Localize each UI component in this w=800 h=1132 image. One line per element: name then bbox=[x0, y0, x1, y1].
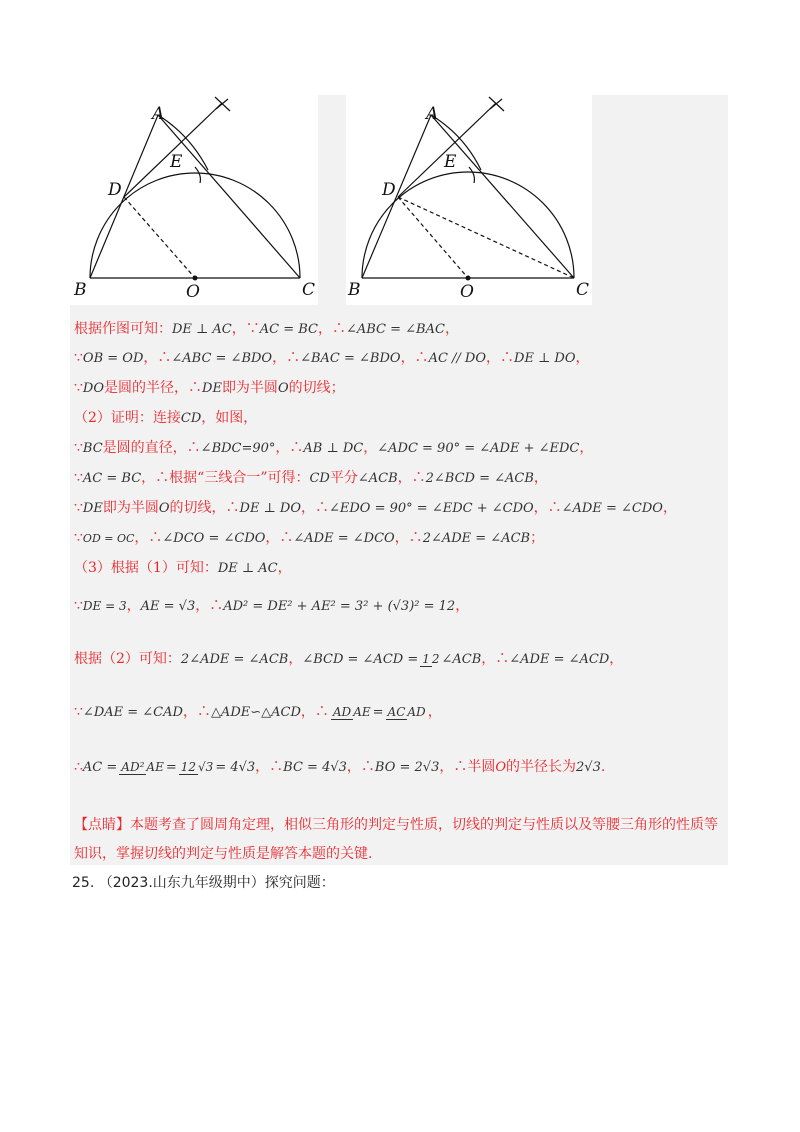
label-B: B bbox=[74, 280, 87, 300]
label-E: E bbox=[170, 152, 183, 172]
fraction-ad2-ae: AD² AE bbox=[121, 759, 164, 774]
fraction-ad-ae: AD AE bbox=[332, 704, 371, 719]
tangent-line bbox=[398, 103, 496, 197]
comment-line-2: 知识，掌握切线的判定与性质是解答本题的关键. bbox=[74, 846, 373, 862]
dashed-do bbox=[124, 197, 195, 278]
comment-line-1: 【点睛】本题考查了圆周角定理，相似三角形的判定与性质，切线的判定与性质以及等腰三角形的性质等 bbox=[74, 817, 718, 833]
figure-1-svg bbox=[70, 95, 318, 305]
dashed-do bbox=[398, 197, 468, 278]
solution-line-1: 根据作图可知：DE ⊥ AC，∵AC = BC，∴∠ABC = ∠BAC， bbox=[74, 321, 459, 337]
solution-line-8: ∵OD = OC，∴∠DCO = ∠CDO，∴∠ADE = ∠DCO，∴2∠ADE = ∠ACB； bbox=[74, 530, 545, 546]
fraction-ac-ad: AC AD bbox=[387, 704, 426, 719]
construction-arc-2 bbox=[195, 167, 200, 183]
solution-line-3: ∵DO是圆的半径，∴DE即为半圆O的切线； bbox=[74, 380, 345, 396]
question-25-heading: 25. （2023.山东九年级期中）探究问题： bbox=[72, 875, 335, 891]
label-D: D bbox=[108, 180, 122, 200]
label-D: D bbox=[382, 180, 396, 200]
solution-line-10: ∵DE = 3，AE = √3，∴AD² = DE² + AE² = 3² + (√3)² = 12， bbox=[74, 598, 470, 614]
label-E: E bbox=[444, 152, 457, 172]
solution-line-12: ∵∠DAE = ∠CAD，∴△ADE∽△ACD，∴ AD AE = AC AD ， bbox=[74, 704, 442, 720]
figure-2-svg bbox=[346, 95, 592, 305]
dashed-dc bbox=[398, 197, 574, 278]
solution-line-2: ∵OB = OD，∴∠ABC = ∠BDO，∴∠BAC = ∠BDO，∴AC // DO，∴DE ⊥ DO， bbox=[74, 350, 590, 366]
tangent-line bbox=[124, 103, 222, 197]
solution-line-5: ∵BC是圆的直径，∴∠BDC=90°，∴AB ⊥ DC，∠ADC = 90° = ∠ADE + ∠EDC， bbox=[74, 440, 594, 456]
side-ab bbox=[362, 115, 431, 278]
solution-line-4: （2）证明：连接CD，如图， bbox=[74, 410, 258, 426]
label-O: O bbox=[186, 282, 200, 302]
fraction-one-half: 1 2 bbox=[422, 651, 440, 666]
label-B: B bbox=[348, 280, 361, 300]
label-A: A bbox=[426, 104, 439, 124]
side-ac bbox=[158, 115, 300, 278]
solution-line-7: ∵DE即为半圆O的切线，∴DE ⊥ DO，∴∠EDO = 90° = ∠EDC + ∠CDO，∴∠ADE = ∠CDO， bbox=[74, 500, 677, 516]
label-C: C bbox=[576, 280, 590, 300]
label-A: A bbox=[152, 104, 165, 124]
solution-line-13: ∴AC = AD² AE = 12 √3 = 4√3，∴BC = 4√3，∴BO = 2√3，∴半圆O的半径长为2√3. bbox=[74, 759, 606, 775]
solution-line-9: （3）根据（1）可知：DE ⊥ AC， bbox=[74, 560, 292, 576]
solution-line-6: ∵AC = BC，∴根据“三线合一”可得：CD平分∠ACB，∴2∠BCD = ∠ACB， bbox=[74, 470, 548, 486]
label-O: O bbox=[460, 282, 474, 302]
geometry-figure-2 bbox=[346, 95, 592, 305]
side-ac bbox=[431, 115, 574, 278]
fraction-12-root3: 12 √3 bbox=[180, 759, 214, 774]
geometry-figure-1 bbox=[70, 95, 318, 305]
solution-line-11: 根据（2）可知：2∠ADE = ∠ACB，∠BCD = ∠ACD = 1 2 ∠ACB，∴∠ADE = ∠ACD， bbox=[74, 651, 624, 667]
construction-arc-2 bbox=[469, 167, 474, 183]
label-C: C bbox=[302, 280, 316, 300]
